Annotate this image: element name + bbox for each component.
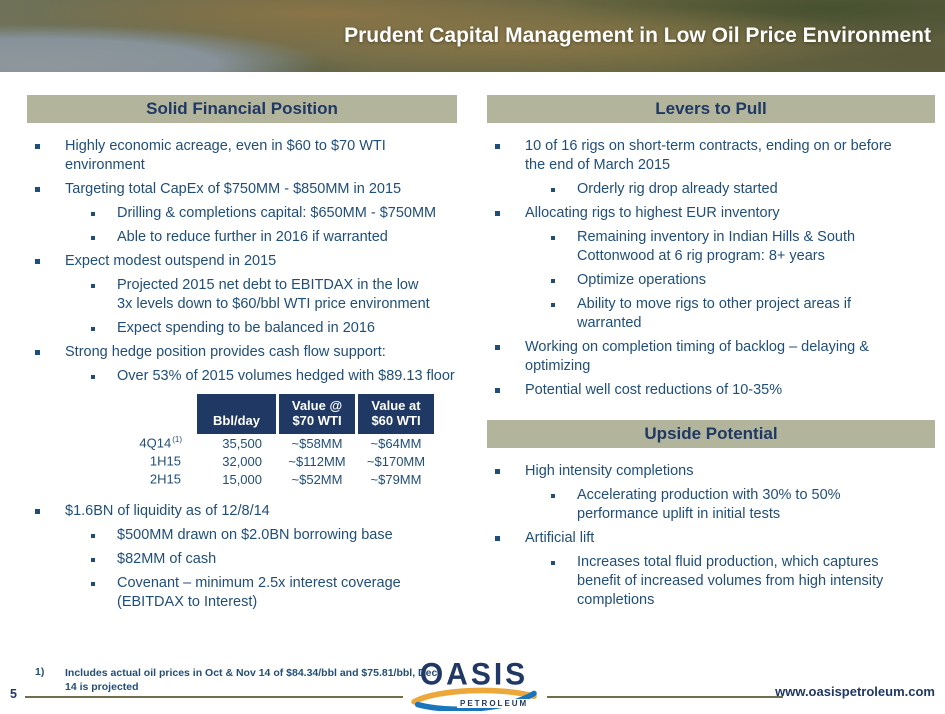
table-header-value-60: Value at $60 WTI: [358, 394, 434, 434]
row-label-text: 1H15: [149, 453, 181, 469]
bullet-text: Ability to move rigs to other project areas if warranted: [577, 296, 852, 331]
section-header-levers-to-pull: [487, 95, 935, 123]
cell-v60: ~$170MM: [366, 453, 426, 469]
bullet-square-icon: [495, 469, 500, 474]
bullet-text: Expect modest outspend in 2015: [65, 253, 277, 269]
bullet-item: [27, 343, 457, 362]
footer-rule-left: [25, 696, 403, 698]
table-header-empty: [102, 394, 194, 434]
bullet-square-icon: [551, 303, 555, 307]
bullet-item: [27, 526, 457, 545]
cell-bbl: 32,000: [222, 453, 262, 469]
row-label-text: 2H15: [149, 471, 181, 487]
bullet-text: Targeting total CapEx of $750MM - $850MM in 2015: [65, 181, 402, 197]
page-number: 5: [10, 687, 17, 701]
row-label-text: 4Q14: [139, 435, 172, 451]
bullet-text: High intensity completions: [525, 463, 694, 479]
bullet-square-icon: [91, 582, 95, 586]
bullet-text: Drilling & completions capital: $650MM - $750MM: [117, 205, 437, 221]
bullet-item: [487, 204, 935, 223]
bullet-text: Working on completion timing of backlog – delaying & optimizing: [525, 339, 869, 374]
bullet-item: [27, 137, 457, 175]
cell-bbl: 35,500: [222, 435, 262, 451]
bullet-item: [27, 180, 457, 199]
bullet-item: [487, 137, 935, 175]
bullet-text: Covenant – minimum 2.5x interest coverage (EBITDAX to Interest): [117, 575, 401, 610]
bullet-item: [487, 228, 935, 266]
bullet-square-icon: [495, 388, 500, 393]
footnote-ref: (1): [172, 435, 182, 445]
bullet-square-icon: [91, 534, 95, 538]
bullet-text: Expect spending to be balanced in 2016: [117, 320, 375, 336]
bullet-square-icon: [91, 284, 95, 288]
bullet-item: [27, 367, 457, 386]
bullet-square-icon: [35, 509, 40, 514]
table-row: [102, 434, 434, 452]
bullet-item: [27, 228, 457, 247]
bullet-square-icon: [495, 211, 500, 216]
slide-title: Prudent Capital Management in Low Oil Price Environment: [344, 24, 931, 47]
bullet-item: [487, 271, 935, 290]
bullet-text: Accelerating production with 30% to 50% performance uplift in initial tests: [577, 487, 841, 522]
footnote-text: Includes actual oil prices in Oct & Nov 14 of $84.34/bbl and $75.81/bbl, Dec 14 is projected: [65, 667, 438, 693]
cell-v60: ~$64MM: [370, 435, 422, 451]
bullet-text: Optimize operations: [577, 272, 706, 288]
table-row: [102, 470, 434, 488]
bullet-square-icon: [35, 350, 40, 355]
section-header-upside-potential: [487, 420, 935, 448]
section-title: Solid Financial Position: [146, 99, 338, 118]
bullet-text: Able to reduce further in 2016 if warranted: [117, 229, 388, 245]
bullet-text: Over 53% of 2015 volumes hedged with $89.13 floor: [117, 368, 455, 384]
bullet-square-icon: [35, 144, 40, 149]
bullet-item: [487, 381, 935, 400]
footnote-number: 1): [35, 666, 45, 678]
row-label: [102, 434, 194, 452]
section-header-solid-financial-position: [27, 95, 457, 123]
bullet-text: Projected 2015 net debt to EBITDAX in the low 3x levels down to $60/bbl WTI price environment: [117, 277, 430, 312]
bullet-text: $82MM of cash: [117, 551, 217, 567]
website-link[interactable]: www.oasispetroleum.com: [775, 684, 935, 699]
bullet-square-icon: [91, 236, 95, 240]
bullet-square-icon: [551, 494, 555, 498]
bullet-text: $1.6BN of liquidity as of 12/8/14: [65, 503, 270, 519]
table-header-value-70: Value @ $70 WTI: [279, 394, 355, 434]
section-title: Levers to Pull: [655, 99, 767, 118]
bullet-text: Orderly rig drop already started: [577, 181, 778, 197]
row-label: [102, 470, 194, 488]
table-header-row: [102, 394, 434, 434]
cell-v60: ~$79MM: [370, 471, 422, 487]
footer-rule-right: [547, 696, 783, 698]
bullet-square-icon: [551, 236, 555, 240]
bullet-square-icon: [551, 561, 555, 565]
bullet-text: 10 of 16 rigs on short-term contracts, ending on or before the end of March 2015: [525, 138, 892, 173]
bullet-square-icon: [91, 558, 95, 562]
bullet-square-icon: [91, 375, 95, 379]
bullet-item: [487, 553, 935, 610]
bullet-square-icon: [91, 212, 95, 216]
bullet-square-icon: [551, 279, 555, 283]
bullet-square-icon: [35, 259, 40, 264]
bullet-square-icon: [495, 345, 500, 350]
bullet-text: Allocating rigs to highest EUR inventory: [525, 205, 780, 221]
hedge-volumes-table: [99, 394, 437, 488]
bullet-square-icon: [551, 188, 555, 192]
table-row: [102, 452, 434, 470]
row-label: [102, 452, 194, 470]
bullet-text: Increases total fluid production, which captures benefit of increased volumes from high intensity completions: [577, 554, 884, 608]
bullet-square-icon: [35, 187, 40, 192]
bullet-text: Artificial lift: [525, 530, 595, 546]
bullet-item: [27, 550, 457, 569]
cell-v70: ~$52MM: [291, 471, 343, 487]
bullet-text: Strong hedge position provides cash flow support:: [65, 344, 386, 360]
oasis-petroleum-logo: [403, 659, 545, 711]
bullet-item: [27, 252, 457, 271]
bullet-item: [27, 204, 457, 223]
bullet-item: [27, 276, 457, 314]
bullet-text: Remaining inventory in Indian Hills & South Cottonwood at 6 rig program: 8+ years: [577, 229, 856, 264]
logo-wordmark: OASIS: [419, 657, 529, 692]
bullet-item: [27, 502, 457, 521]
bullet-square-icon: [91, 327, 95, 331]
bullet-square-icon: [495, 144, 500, 149]
bullet-text: $500MM drawn on $2.0BN borrowing base: [117, 527, 393, 543]
header-banner-image: [0, 0, 945, 72]
bullet-text: Potential well cost reductions of 10-35%: [525, 382, 783, 398]
bullet-text: Highly economic acreage, even in $60 to $70 WTI environment: [65, 138, 386, 173]
logo-subtitle: PETROLEUM: [457, 699, 531, 708]
bullet-item: [487, 486, 935, 524]
bullet-square-icon: [495, 536, 500, 541]
bullet-item: [487, 462, 935, 481]
left-column: [27, 95, 457, 617]
bullet-item: [27, 574, 457, 612]
bullet-item: [487, 295, 935, 333]
section-title: Upside Potential: [644, 424, 778, 443]
bullet-item: [487, 180, 935, 199]
table-header-bbl-day: Bbl/day: [197, 394, 276, 434]
cell-v70: ~$112MM: [288, 453, 346, 469]
right-column: [487, 95, 935, 615]
bullet-item: [487, 338, 935, 376]
cell-v70: ~$58MM: [291, 435, 343, 451]
bullet-item: [487, 529, 935, 548]
cell-bbl: 15,000: [222, 471, 262, 487]
bullet-item: [27, 319, 457, 338]
